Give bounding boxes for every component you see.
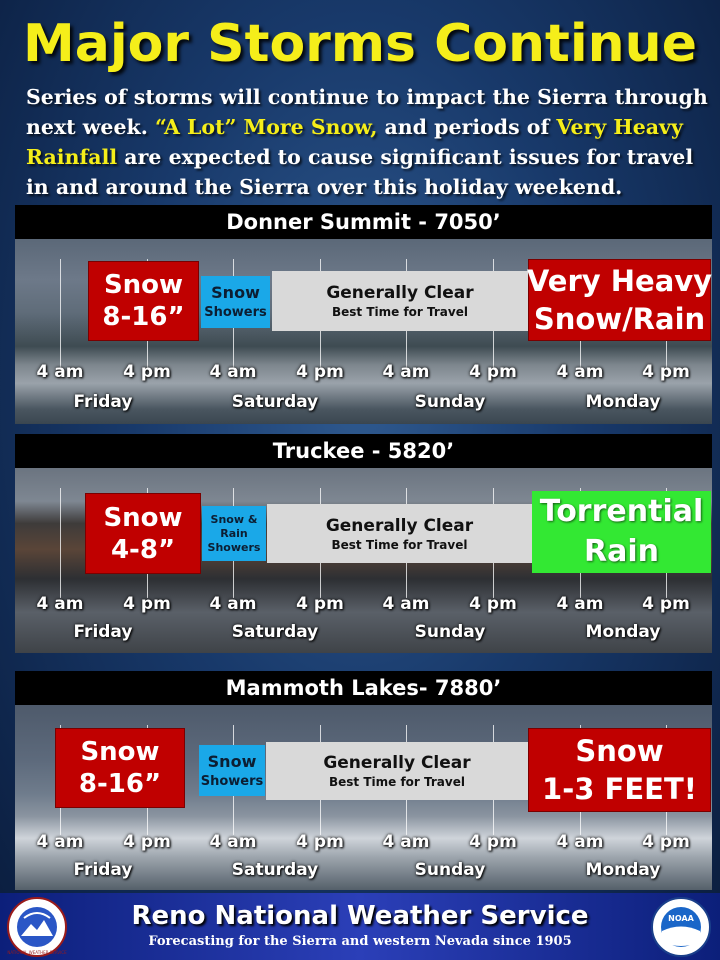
- snow-showers-box: Snow Showers: [201, 276, 270, 328]
- time-tick-label: 4 pm: [469, 832, 517, 852]
- intro-part-3: are expected to cause significant issues for travel in and around the Sierra over this holiday weekend.: [26, 145, 694, 199]
- intro-highlight-snow: “A Lot” More Snow,: [155, 115, 378, 139]
- day-label: Monday: [585, 860, 661, 880]
- time-tick-label: 4 am: [209, 594, 257, 614]
- time-tick-label: 4 pm: [642, 594, 690, 614]
- panel-location-title: Truckee - 5820’: [15, 434, 712, 468]
- snow-showers-box: Snow Showers: [199, 745, 265, 796]
- time-tick-label: 4 am: [209, 362, 257, 382]
- time-tick-label: 4 am: [382, 362, 430, 382]
- intro-highlight-rain: Very Heavy Rainfall: [26, 115, 683, 169]
- intro-part-1: Series of storms will continue to impact the Sierra through next week.: [26, 85, 708, 139]
- noaa-logo-text: NOAA: [668, 914, 694, 923]
- day-label: Saturday: [231, 860, 319, 880]
- forecast-panel-donner: [15, 205, 712, 424]
- forecast-panel-mammoth: [15, 671, 712, 890]
- time-tick-label: 4 pm: [296, 362, 344, 382]
- time-tick-label: 4 pm: [469, 594, 517, 614]
- footer-subtitle: Forecasting for the Sierra and western Nevada since 1905: [148, 934, 572, 949]
- time-tick-label: 4 pm: [123, 362, 171, 382]
- time-tick-label: 4 am: [556, 362, 604, 382]
- time-tick-label: 4 pm: [642, 832, 690, 852]
- final-forecast-box: Very Heavy Snow/Rain: [528, 259, 711, 341]
- panel-location-title: Mammoth Lakes- 7880’: [15, 671, 712, 705]
- generally-clear-box: Generally Clear Best Time for Travel: [266, 742, 528, 800]
- noaa-logo-icon: [648, 896, 714, 958]
- day-label: Sunday: [414, 622, 486, 642]
- nws-logo-icon: [4, 896, 70, 958]
- final-forecast-box: Snow 1-3 FEET!: [528, 728, 711, 812]
- day-label: Saturday: [231, 622, 319, 642]
- page-title: Major Storms Continue: [23, 14, 697, 74]
- snow-rain-showers-box: Snow & Rain Showers: [202, 506, 266, 561]
- time-tick-label: 4 pm: [123, 594, 171, 614]
- day-label: Sunday: [414, 860, 486, 880]
- forecast-panel-truckee: [15, 434, 712, 653]
- day-label: Friday: [73, 860, 133, 880]
- intro-text: [26, 82, 716, 202]
- panel-location-title: Donner Summit - 7050’: [15, 205, 712, 239]
- time-tick-label: 4 am: [382, 832, 430, 852]
- snow-forecast-box: Snow 8-16”: [55, 728, 185, 808]
- day-label: Saturday: [231, 392, 319, 412]
- time-tick-label: 4 am: [36, 594, 84, 614]
- time-tick-label: 4 pm: [123, 832, 171, 852]
- time-tick-label: 4 am: [36, 832, 84, 852]
- time-tick-label: 4 am: [36, 362, 84, 382]
- time-tick-label: 4 pm: [642, 362, 690, 382]
- footer-banner: [0, 893, 720, 960]
- time-tick-label: 4 am: [209, 832, 257, 852]
- time-tick-label: 4 pm: [296, 594, 344, 614]
- day-label: Monday: [585, 622, 661, 642]
- nws-logo-text: NATIONAL WEATHER SERVICE: [7, 950, 67, 955]
- generally-clear-box: Generally Clear Best Time for Travel: [267, 504, 532, 563]
- time-tick-label: 4 am: [382, 594, 430, 614]
- snow-forecast-box: Snow 4-8”: [85, 493, 201, 574]
- snow-forecast-box: Snow 8-16”: [88, 261, 199, 341]
- day-label: Sunday: [414, 392, 486, 412]
- day-label: Friday: [73, 392, 133, 412]
- generally-clear-box: Generally Clear Best Time for Travel: [272, 271, 528, 331]
- final-forecast-box: Torrential Rain: [532, 491, 711, 573]
- intro-part-2: and periods of: [377, 115, 557, 139]
- time-tick-label: 4 pm: [296, 832, 344, 852]
- footer-title: Reno National Weather Service: [131, 901, 589, 931]
- time-tick-label: 4 am: [556, 594, 604, 614]
- time-tick-label: 4 pm: [469, 362, 517, 382]
- day-label: Monday: [585, 392, 661, 412]
- day-label: Friday: [73, 622, 133, 642]
- time-tick-label: 4 am: [556, 832, 604, 852]
